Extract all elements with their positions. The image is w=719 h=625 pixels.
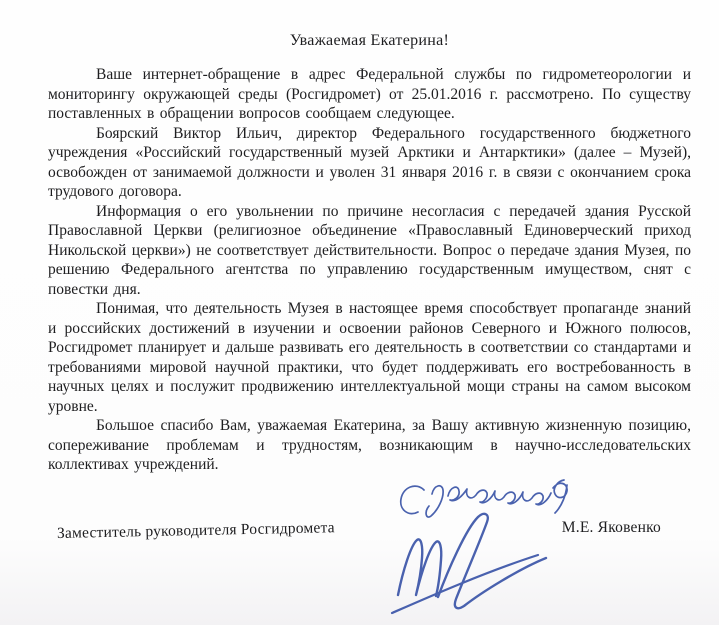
signer-name: М.Е. Яковенко xyxy=(561,519,661,536)
handwritten-signature xyxy=(380,468,590,618)
letter-paragraph-3: Информация о его увольнении по причине несогласия с передачей здания Русской Православной Церкви (религиозное объединение «Православный Единоверческий приход Никольской церкви») не соответствует действительности. Вопрос о передаче здания Музея, по решению Федерального агентства по управлению государственным имуществом, снят с повестки дня. xyxy=(48,202,691,298)
letter-paragraph-1: Ваше интернет-обращение в адрес Федеральной службы по гидрометеорологии и мониторингу окружающей среды (Росгидромет) от 25.01.2016 г. рассмотрено. По существу поставленных в обращении вопросов сообщаем следующее. xyxy=(48,66,691,122)
letter-salutation: Уважаемая Екатерина! xyxy=(289,32,450,49)
letter-paragraph-2: Боярский Виктор Ильич, директор Федерального государственного бюджетного учреждения «Российский государственный музей Арктики и Антарктики» (далее – Музей), освобожден от занимаемой должности и уволен 31 января 2016 г. в связи с окончанием срока трудового договора. xyxy=(48,124,691,200)
letter-body xyxy=(48,32,691,475)
signer-position-title: Заместитель руководителя Росгидромета xyxy=(56,519,335,542)
handwritten-note-strokes xyxy=(401,480,567,517)
signature-block xyxy=(0,519,719,543)
letter-paragraph-4: Понимая, что деятельность Музея в настоящее время способствует пропаганде знаний и российских достижений в изучении и освоении районов Северного и Южного полюсов, Росгидромет планирует и дальше развивать его деятельность в соответствии со стандартами и требованиями мировой научной практики, что будет поддерживать его востребованность в научных целях и послужит продвижению интеллектуальной мощи страны на самом высоком уровне. xyxy=(48,300,691,415)
letter-paragraph-5: Большое спасибо Вам, уважаемая Екатерина, за Вашу активную жизненную позицию, сопереживание проблемам и трудностям, возникающим в научно-исследовательских коллективах учреждений. xyxy=(48,417,691,473)
